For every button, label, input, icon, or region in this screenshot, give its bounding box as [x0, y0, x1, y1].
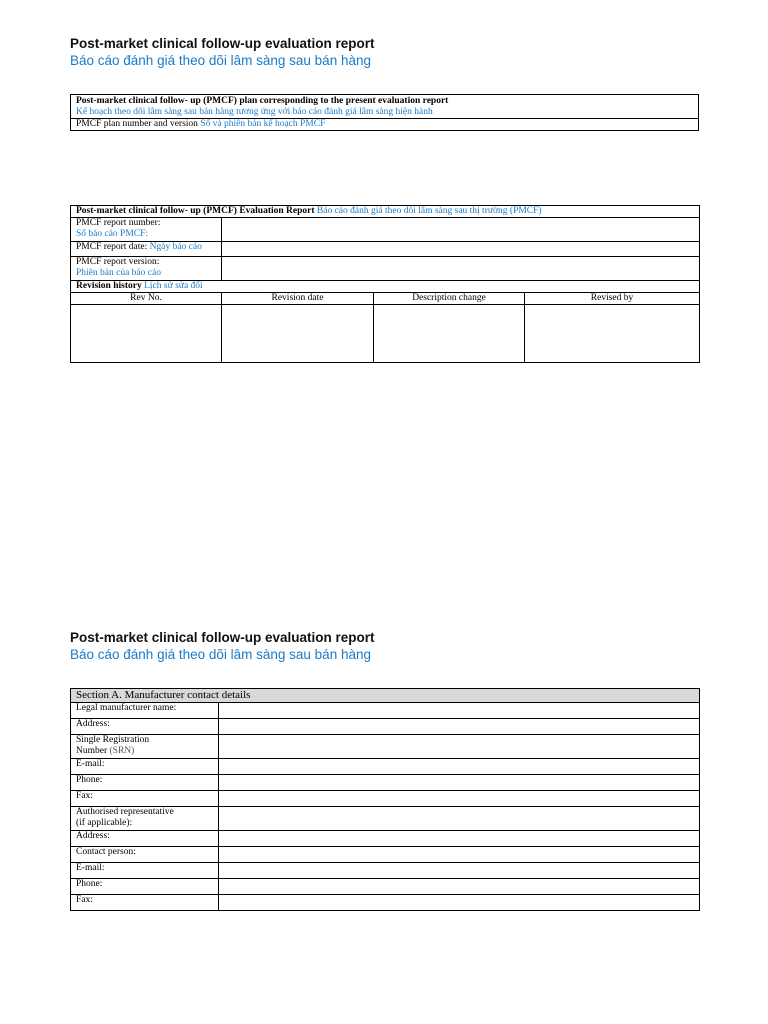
fax-field[interactable]: [219, 791, 700, 807]
page2-heading: [70, 630, 699, 663]
page1-title-en: Post-market clinical follow-up evaluation report: [70, 36, 375, 51]
address-label: Address:: [71, 719, 219, 735]
report-table-header: [71, 206, 700, 218]
legal-manufacturer-label: Legal manufacturer name:: [71, 703, 219, 719]
authorised-rep-label-line2: (if applicable):: [76, 818, 133, 828]
page2-title-en: Post-market clinical follow-up evaluation report: [70, 630, 375, 645]
report-version-label: [71, 257, 222, 281]
plan-table-header: [71, 95, 699, 119]
revision-history-label-vn: Lịch sử sửa đổi: [144, 281, 203, 291]
authorised-rep-label: [71, 807, 219, 831]
rep-phone-field[interactable]: [219, 879, 700, 895]
report-header-vn: Báo cáo đánh giá theo dõi lâm sàng sau thị trường (PMCF): [316, 206, 542, 216]
report-header-en: Post-market clinical follow- up (PMCF) Evaluation Report: [76, 206, 315, 216]
phone-field[interactable]: [219, 775, 700, 791]
plan-header-vn: Kế hoạch theo dõi lâm sàng sau bán hàng tương ứng với báo cáo đánh giá lâm sàng hiện hành: [76, 107, 433, 117]
report-number-label-en: PMCF report number:: [76, 218, 161, 228]
srn-label-line1: Single Registration: [76, 735, 150, 745]
rep-fax-field[interactable]: [219, 895, 700, 911]
report-date-label-vn: Ngày báo cáo: [149, 242, 202, 252]
rep-address-label: Address:: [71, 831, 219, 847]
rep-email-label: E-mail:: [71, 863, 219, 879]
report-date-field[interactable]: [222, 242, 700, 257]
rep-fax-label: Fax:: [71, 895, 219, 911]
srn-label-abbrev: (SRN): [109, 746, 135, 756]
report-date-label-en: PMCF report date:: [76, 242, 148, 252]
phone-label: Phone:: [71, 775, 219, 791]
legal-manufacturer-field[interactable]: [219, 703, 700, 719]
pmcf-report-table: [70, 205, 699, 363]
description-change-cell[interactable]: [374, 305, 525, 363]
revision-history-row: [71, 281, 700, 293]
page2-title-vn: Báo cáo đánh giá theo dõi lâm sàng sau bán hàng: [70, 647, 371, 662]
authorised-rep-label-line1: Authorised representative: [76, 807, 174, 817]
fax-label: Fax:: [71, 791, 219, 807]
rep-email-field[interactable]: [219, 863, 700, 879]
rep-address-field[interactable]: [219, 831, 700, 847]
col-revision-date: Revision date: [222, 293, 374, 305]
plan-number-row[interactable]: [71, 119, 699, 131]
plan-number-label-en: PMCF plan number and version: [76, 119, 198, 129]
page1-title-vn: Báo cáo đánh giá theo dõi lâm sàng sau bán hàng: [70, 53, 371, 68]
revision-date-cell[interactable]: [222, 305, 374, 363]
srn-field[interactable]: [219, 735, 700, 759]
col-rev-no: Rev No.: [71, 293, 222, 305]
report-number-field[interactable]: [222, 218, 700, 242]
page1-heading: [70, 36, 699, 69]
section-a-header: Section A. Manufacturer contact details: [71, 689, 700, 703]
address-field[interactable]: [219, 719, 700, 735]
revised-by-cell[interactable]: [525, 305, 700, 363]
col-revised-by: Revised by: [525, 293, 700, 305]
email-label: E-mail:: [71, 759, 219, 775]
report-number-label: [71, 218, 222, 242]
col-description-change: Description change: [374, 293, 525, 305]
report-version-label-vn: Phiên bản của báo cáo: [76, 268, 161, 278]
report-number-label-vn: Số báo cáo PMCF:: [76, 229, 149, 239]
plan-number-label-vn: Số và phiên bản kế hoạch PMCF: [200, 119, 326, 129]
srn-label-number: Number: [76, 746, 108, 756]
report-version-label-en: PMCF report version:: [76, 257, 160, 267]
contact-person-field[interactable]: [219, 847, 700, 863]
rev-no-cell[interactable]: [71, 305, 222, 363]
authorised-rep-field[interactable]: [219, 807, 700, 831]
report-date-label: [71, 242, 222, 257]
section-a-table: [70, 688, 699, 911]
revision-history-label-en: Revision history: [76, 281, 142, 291]
report-version-field[interactable]: [222, 257, 700, 281]
email-field[interactable]: [219, 759, 700, 775]
rep-phone-label: Phone:: [71, 879, 219, 895]
srn-label: [71, 735, 219, 759]
plan-header-en: Post-market clinical follow- up (PMCF) plan corresponding to the present evaluation report: [76, 96, 449, 106]
contact-person-label: Contact person:: [71, 847, 219, 863]
srn-label-line2: [76, 746, 213, 757]
pmcf-plan-table: [70, 94, 699, 131]
